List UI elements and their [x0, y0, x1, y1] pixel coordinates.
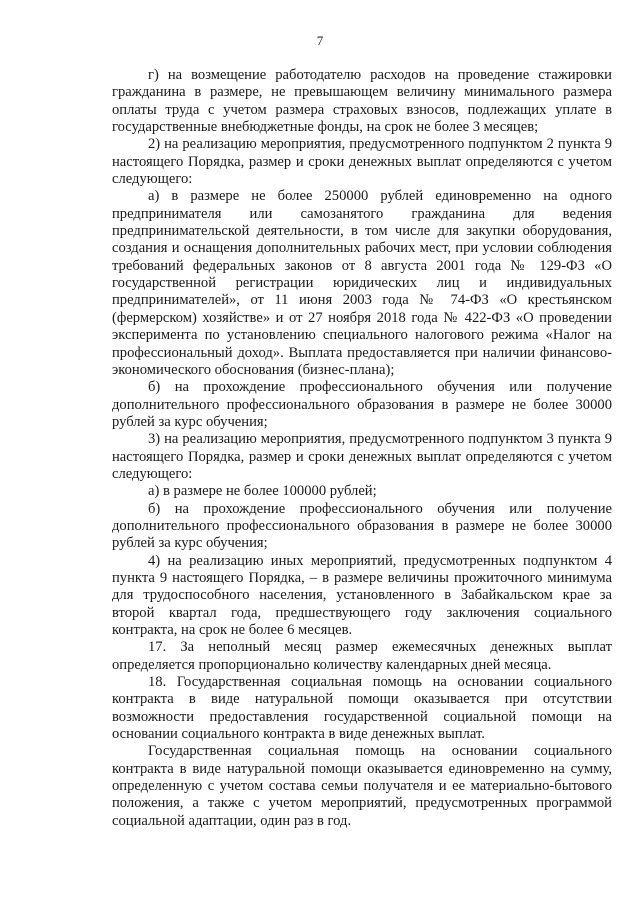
paragraph-g-internship-compensation: г) на возмещение работодателю расходов на проведение стажировки гражданина в размере, не превышающем величину минимального размера оплаты труда с учетом размера страховых взносов, подлежащих уплате в государственные внебюджетные фонды, на срок не более 3 месяцев;	[112, 67, 612, 136]
paragraph-4-other-measures: 4) на реализацию иных мероприятий, предусмотренных подпунктом 4 пункта 9 настоящего Порядка, – в размере величины прожиточного минимума для трудоспособного населения, установленного в Забайкальском крае за второй квартал года, предшествующего году заключения социального контракта, на срок не более 6 месяцев.	[112, 552, 612, 638]
paragraph-3b-training-payment: б) на прохождение профессионального обучения или получение дополнительного профессионального образования в размере не более 30000 рублей за курс обучения;	[112, 500, 612, 552]
paragraph-2-measure-payments: 2) на реализацию мероприятия, предусмотренного подпунктом 2 пункта 9 настоящего Порядка, размер и сроки денежных выплат определяются с учетом следующего:	[112, 136, 612, 188]
paragraph-3a-amount-limit: а) в размере не более 100000 рублей;	[148, 483, 377, 500]
paragraph-2a-business-grant: а) в размере не более 250000 рублей единовременно на одного предпринимателя или самозанятого гражданина для ведения предпринимательской деятельности, в том числе для закупки оборудования, создания и оснащения дополнительных рабочих мест, при условии соблюдения требований федеральных законов от 8 августа 2001 года № 129-ФЗ «О государственной регистрации юридических лиц и индивидуальных предпринимателей», от 11 июня 2003 года № 74-ФЗ «О крестьянском (фермерском) хозяйстве» и от 27 ноября 2018 года № 422-ФЗ «О проведении эксперимента по установлению специального налогового режима «Налог на профессиональный доход». Выплата предоставляется при наличии финансово-экономического обоснования (бизнес-плана);	[112, 188, 612, 378]
document-body	[112, 67, 612, 830]
paragraph-18-in-kind-assistance: 18. Государственная социальная помощь на основании социального контракта в виде натуральной помощи оказывается при отсутствии возможности предоставления государственной социальной помощи на основании социального контракта в виде денежных выплат.	[112, 674, 612, 743]
paragraph-17-partial-month: 17. За неполный месяц размер ежемесячных денежных выплат определяется пропорционально количеству календарных дней месяца.	[112, 639, 612, 673]
paragraph-in-kind-lump-sum: Государственная социальная помощь на основании социального контракта в виде натуральной помощи оказывается единовременно на сумму, определенную с учетом состава семьи получателя и ее материально-бытового положения, а также с учетом мероприятий, предусмотренных программой социальной адаптации, один раз в год.	[112, 743, 612, 829]
paragraph-2b-training-payment: б) на прохождение профессионального обучения или получение дополнительного профессионального образования в размере не более 30000 рублей за курс обучения;	[112, 379, 612, 430]
page-number: 7	[316, 33, 324, 48]
paragraph-3-measure-payments: 3) на реализацию мероприятия, предусмотренного подпунктом 3 пункта 9 настоящего Порядка, размер и сроки денежных выплат определяются с учетом следующего:	[112, 431, 612, 482]
